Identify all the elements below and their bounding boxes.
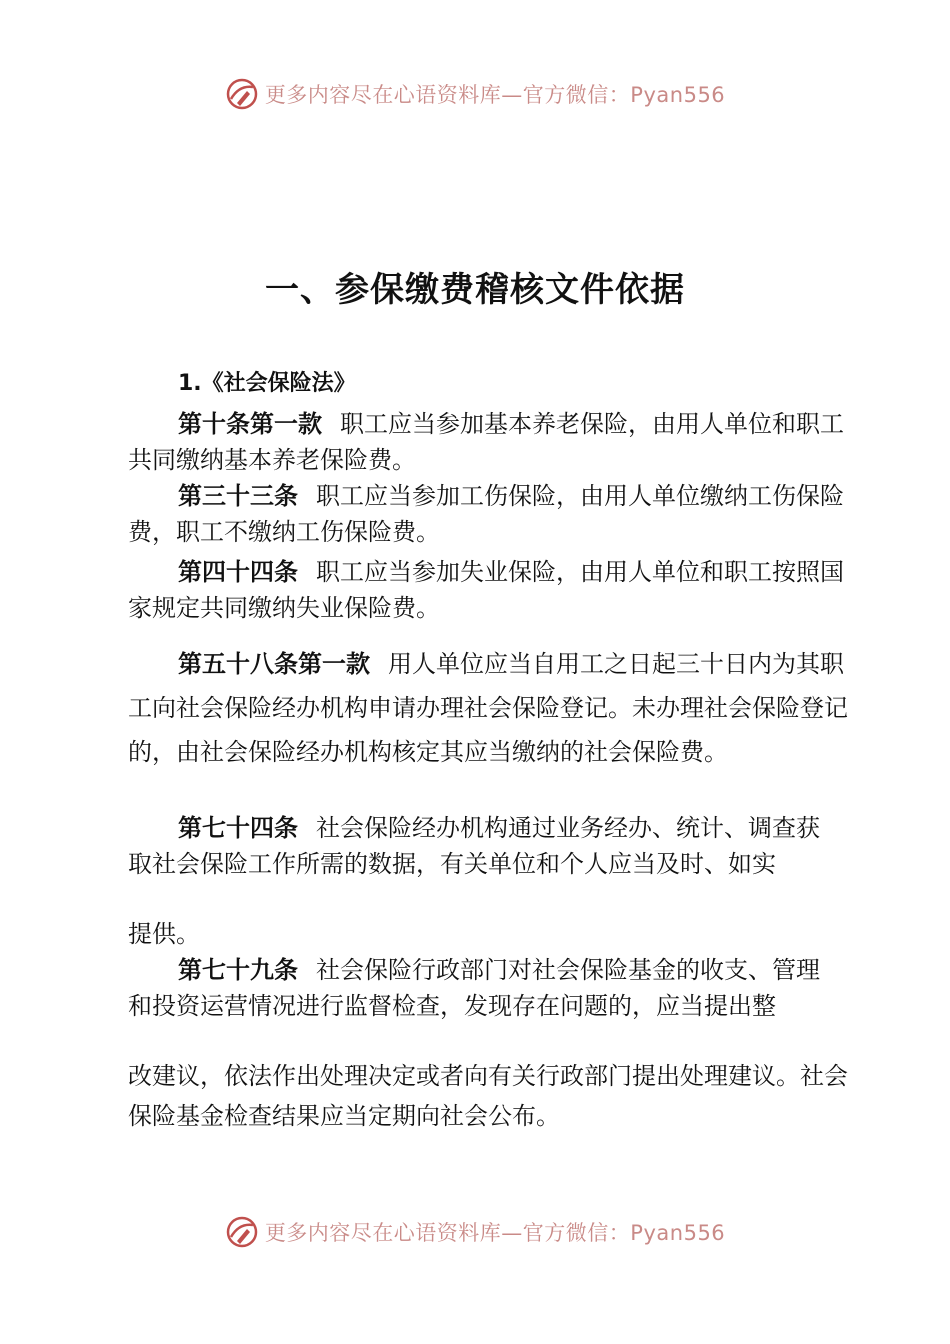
page-title: 一、参保缴费稽核文件依据 [265,270,685,310]
article-title: 第七十四条 [178,814,298,842]
footer-banner [0,1208,950,1256]
article-44 [128,554,848,626]
pen-circle-logo-icon [225,1215,259,1249]
article-text: 社会保险经办机构通过业务经办、统计、调查获取社会保险工作所需的数据，有关单位和个人应当及时、如实 [128,814,820,878]
article-text: 职工应当参加工伤保险，由用人单位缴纳工伤保险费，职工不缴纳工伤保险费。 [128,482,844,546]
article-text: 用人单位应当自用工之日起三十日内为其职工向社会保险经办机构申请办理社会保险登记。未办理社会保险登记的，由社会保险经办机构核定其应当缴纳的社会保险费。 [128,650,848,766]
article-74-continuation: 提供。 [128,920,200,948]
header-banner [0,70,950,118]
article-79-continuation: 改建议，依法作出处理决定或者向有关行政部门提出处理建议。社会保险基金检查结果应当定期向社会公布。 [128,1062,848,1130]
article-74 [128,810,828,882]
pen-circle-logo-icon [225,77,259,111]
article-79 [128,952,828,1024]
article-58 [128,642,848,774]
article-title: 第五十八条第一款 [178,650,370,678]
article-text: 职工应当参加失业保险，由用人单位和职工按照国家规定共同缴纳失业保险费。 [128,558,844,622]
article-title: 第七十九条 [178,956,298,984]
header-banner-text: 更多内容尽在心语资料库—官方微信：Pyan556 [264,83,726,107]
article-title: 第十条第一款 [178,410,322,438]
article-title: 第三十三条 [178,482,298,510]
article-10 [128,406,848,478]
article-33 [128,478,848,550]
article-title: 第四十四条 [178,558,298,586]
footer-banner-text: 更多内容尽在心语资料库—官方微信：Pyan556 [264,1221,726,1245]
article-text: 职工应当参加基本养老保险，由用人单位和职工共同缴纳基本养老保险费。 [128,410,844,474]
section-heading: 1.《社会保险法》 [178,371,356,396]
article-text: 社会保险行政部门对社会保险基金的收支、管理和投资运营情况进行监督检查，发现存在问题的，应当提出整 [128,956,820,1020]
